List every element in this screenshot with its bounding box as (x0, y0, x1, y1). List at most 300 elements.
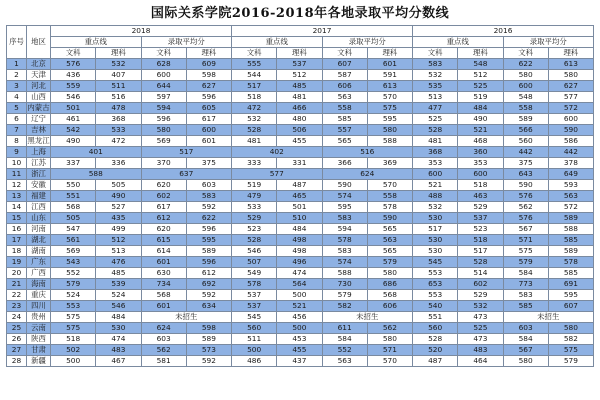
region-cell: 广西 (27, 268, 51, 279)
avg-science-cell: 375 (186, 158, 231, 169)
region-cell: 山西 (27, 92, 51, 103)
avg-arts-cell: 567 (503, 345, 548, 356)
key-line-arts-cell: 529 (232, 213, 277, 224)
avg-science-cell: 588 (367, 136, 412, 147)
seq-cell: 7 (7, 125, 27, 136)
avg-arts-cell: 584 (503, 334, 548, 345)
subject-header: 理科 (367, 48, 412, 59)
key-line-science-cell: 481 (277, 92, 322, 103)
subject-header: 理科 (96, 48, 141, 59)
key-line-science-cell: 484 (458, 103, 503, 114)
key-line-arts-cell: 549 (232, 268, 277, 279)
region-cell: 云南 (27, 323, 51, 334)
avg-science-cell: 572 (548, 103, 593, 114)
key-line-arts-cell: 501 (51, 103, 96, 114)
key-line-arts-cell: 532 (413, 202, 458, 213)
avg-science-cell: 622 (186, 213, 231, 224)
key-line-science-cell: 485 (277, 81, 322, 92)
avg-arts-cell: 594 (322, 224, 367, 235)
key-line-science-cell: 512 (277, 70, 322, 81)
region-cell: 山东 (27, 213, 51, 224)
key-line-science-cell: 336 (96, 158, 141, 169)
seq-cell: 6 (7, 114, 27, 125)
seq-cell: 24 (7, 312, 27, 323)
avg-science-cell: 575 (367, 103, 412, 114)
score-table (6, 25, 594, 367)
avg-arts-cell: 643 (503, 169, 548, 180)
seq-cell: 16 (7, 224, 27, 235)
avg-arts-cell: 589 (503, 114, 548, 125)
table-row (7, 345, 594, 356)
year-header: 2016 (413, 26, 594, 37)
group-header: 录取平均分 (141, 37, 232, 48)
page-title: 国际关系学院2016-2018年各地录取平均分数线 (150, 6, 450, 21)
merged-key-line-cell: 577 (232, 169, 323, 180)
key-line-arts-cell: 545 (413, 257, 458, 268)
group-header: 重点线 (51, 37, 142, 48)
table-row (7, 158, 594, 169)
key-line-arts-cell: 583 (413, 59, 458, 70)
avg-science-cell: 590 (548, 125, 593, 136)
avg-arts-cell: 582 (322, 301, 367, 312)
key-line-science-cell: 533 (96, 125, 141, 136)
key-line-science-cell: 516 (96, 92, 141, 103)
avg-arts-cell: 567 (503, 224, 548, 235)
avg-arts-cell: 614 (141, 246, 186, 257)
key-line-arts-cell: 477 (413, 103, 458, 114)
key-line-science-cell: 455 (277, 345, 322, 356)
avg-arts-cell: 563 (322, 356, 367, 367)
subject-header: 文科 (51, 48, 96, 59)
key-line-arts-cell: 520 (413, 345, 458, 356)
avg-science-cell: 580 (367, 268, 412, 279)
key-line-arts-cell: 488 (413, 191, 458, 202)
avg-arts-cell: 603 (503, 323, 548, 334)
avg-arts-cell: 617 (141, 202, 186, 213)
region-cell: 浙江 (27, 169, 51, 180)
seq-cell: 15 (7, 213, 27, 224)
key-line-arts-cell: 543 (51, 257, 96, 268)
avg-arts-cell: 563 (322, 92, 367, 103)
key-line-science-cell: 529 (458, 202, 503, 213)
key-line-science-cell: 517 (458, 246, 503, 257)
avg-arts-cell: 576 (503, 191, 548, 202)
avg-arts-cell: 606 (322, 81, 367, 92)
seq-cell: 11 (7, 169, 27, 180)
avg-science-cell: 590 (367, 213, 412, 224)
avg-science-cell: 592 (186, 202, 231, 213)
merged-key-line-cell: 588 (51, 169, 142, 180)
key-line-science-cell: 490 (458, 114, 503, 125)
subject-header: 文科 (503, 48, 548, 59)
avg-science-cell: 575 (548, 345, 593, 356)
seq-cell: 14 (7, 202, 27, 213)
avg-science-cell: 607 (548, 301, 593, 312)
avg-arts-cell: 600 (141, 70, 186, 81)
key-line-arts-cell: 528 (232, 125, 277, 136)
avg-arts-cell: 574 (322, 257, 367, 268)
key-line-science-cell: 525 (458, 323, 503, 334)
key-line-science-cell: 484 (277, 224, 322, 235)
table-row (7, 125, 594, 136)
key-line-science-cell: 473 (458, 334, 503, 345)
key-line-arts-cell: 505 (51, 213, 96, 224)
key-line-arts-cell: 546 (51, 92, 96, 103)
table-row (7, 224, 594, 235)
avg-arts-cell: 575 (503, 246, 548, 257)
key-line-science-cell: 463 (458, 191, 503, 202)
region-cell: 江苏 (27, 158, 51, 169)
avg-science-cell: 585 (548, 235, 593, 246)
avg-science-cell: 442 (548, 147, 593, 158)
avg-science-cell: 627 (186, 81, 231, 92)
avg-science-cell: 573 (186, 345, 231, 356)
key-line-science-cell: 483 (96, 345, 141, 356)
avg-arts-cell: 601 (141, 257, 186, 268)
avg-arts-cell: 370 (141, 158, 186, 169)
avg-science-cell: 609 (186, 59, 231, 70)
avg-science-cell: 378 (548, 158, 593, 169)
table-row (7, 92, 594, 103)
avg-arts-cell: 375 (503, 158, 548, 169)
merged-avg-score-cell: 516 (322, 147, 413, 158)
avg-arts-cell: 565 (322, 136, 367, 147)
avg-science-cell: 595 (186, 235, 231, 246)
seq-cell: 9 (7, 147, 27, 158)
avg-arts-cell: 595 (322, 202, 367, 213)
key-line-arts-cell: 559 (51, 81, 96, 92)
avg-arts-cell: 596 (141, 114, 186, 125)
seq-cell: 1 (7, 59, 27, 70)
key-line-arts-cell: 568 (51, 202, 96, 213)
key-line-arts-cell: 500 (232, 345, 277, 356)
key-line-arts-cell: 333 (232, 158, 277, 169)
key-line-science-cell: 518 (458, 235, 503, 246)
key-line-arts-cell: 337 (51, 158, 96, 169)
key-line-arts-cell: 353 (413, 158, 458, 169)
table-row (7, 169, 594, 180)
key-line-arts-cell: 518 (51, 334, 96, 345)
avg-arts-cell: 588 (322, 268, 367, 279)
region-cell: 黑龙江 (27, 136, 50, 145)
key-line-arts-cell: 560 (413, 323, 458, 334)
avg-arts-cell: 568 (141, 290, 186, 301)
key-line-arts-cell: 552 (51, 268, 96, 279)
region-cell: 河南 (27, 224, 51, 235)
key-line-science-cell: 500 (277, 323, 322, 334)
group-header: 重点线 (232, 37, 323, 48)
key-line-science-cell: 480 (277, 114, 322, 125)
avg-arts-cell: 583 (322, 213, 367, 224)
table-row (7, 202, 594, 213)
key-line-arts-cell: 523 (232, 224, 277, 235)
subject-header: 文科 (141, 48, 186, 59)
key-line-science-cell: 474 (96, 334, 141, 345)
table-row (7, 268, 594, 279)
table-row (7, 323, 594, 334)
key-line-science-cell: 478 (96, 103, 141, 114)
region-cell: 湖北 (27, 235, 51, 246)
avg-arts-cell: 581 (141, 356, 186, 367)
key-line-arts-cell: 553 (51, 301, 96, 312)
avg-arts-cell: 612 (141, 213, 186, 224)
avg-arts-cell: 603 (141, 334, 186, 345)
key-line-science-cell: 500 (277, 290, 322, 301)
key-line-arts-cell: 517 (413, 224, 458, 235)
key-line-science-cell: 435 (96, 213, 141, 224)
header-row-subjects (7, 48, 594, 59)
key-line-arts-cell: 575 (51, 312, 96, 323)
avg-science-cell: 580 (367, 334, 412, 345)
avg-science-cell: 589 (186, 246, 231, 257)
key-line-arts-cell: 600 (413, 169, 458, 180)
avg-science-cell: 692 (186, 279, 231, 290)
key-line-arts-cell: 551 (413, 312, 458, 323)
key-line-arts-cell: 569 (51, 246, 96, 257)
header-row-groups (7, 37, 594, 48)
avg-science-cell: 600 (548, 114, 593, 125)
key-line-science-cell: 484 (96, 312, 141, 323)
subject-header: 理科 (458, 48, 503, 59)
key-line-arts-cell: 479 (232, 191, 277, 202)
avg-arts-cell: 562 (503, 202, 548, 213)
avg-science-cell: 686 (367, 279, 412, 290)
avg-science-cell: 605 (186, 103, 231, 114)
avg-arts-cell: 571 (503, 235, 548, 246)
key-line-science-cell: 472 (96, 136, 141, 147)
avg-science-cell: 562 (367, 323, 412, 334)
key-line-arts-cell: 578 (232, 279, 277, 290)
key-line-arts-cell: 575 (51, 323, 96, 334)
avg-science-cell: 580 (367, 125, 412, 136)
avg-science-cell: 583 (186, 191, 231, 202)
group-header: 录取平均分 (503, 37, 594, 48)
avg-science-cell: 568 (367, 290, 412, 301)
key-line-science-cell: 360 (458, 147, 503, 158)
region-cell: 北京 (27, 59, 51, 70)
avg-arts-cell: 644 (141, 81, 186, 92)
key-line-arts-cell: 528 (232, 235, 277, 246)
key-line-science-cell: 519 (458, 92, 503, 103)
seq-cell: 3 (7, 81, 27, 92)
key-line-arts-cell: 542 (51, 125, 96, 136)
table-row (7, 136, 594, 147)
key-line-science-cell: 600 (458, 169, 503, 180)
avg-science-cell: 617 (186, 114, 231, 125)
avg-science-cell: 606 (367, 301, 412, 312)
seq-cell: 5 (7, 103, 27, 114)
key-line-arts-cell: 560 (232, 323, 277, 334)
seq-cell: 17 (7, 235, 27, 246)
key-line-science-cell: 498 (277, 246, 322, 257)
avg-science-cell: 589 (548, 246, 593, 257)
avg-arts-cell: 594 (141, 103, 186, 114)
seq-cell: 13 (7, 191, 27, 202)
key-line-arts-cell: 472 (232, 103, 277, 114)
avg-science-cell: 595 (367, 114, 412, 125)
subject-header: 文科 (232, 48, 277, 59)
key-line-science-cell: 473 (458, 312, 503, 323)
avg-arts-cell: 558 (503, 103, 548, 114)
avg-science-cell: 580 (548, 70, 593, 81)
avg-science-cell: 596 (186, 257, 231, 268)
key-line-arts-cell: 481 (232, 136, 277, 147)
avg-science-cell: 578 (548, 257, 593, 268)
key-line-science-cell: 496 (277, 257, 322, 268)
avg-arts-cell: 587 (322, 70, 367, 81)
key-line-science-cell: 437 (277, 356, 322, 367)
region-cell: 重庆 (27, 290, 51, 301)
key-line-science-cell: 498 (277, 235, 322, 246)
avg-arts-cell: 576 (503, 213, 548, 224)
key-line-science-cell: 546 (96, 301, 141, 312)
table-row (7, 257, 594, 268)
avg-arts-cell: 600 (503, 81, 548, 92)
key-line-arts-cell: 525 (413, 114, 458, 125)
table-row (7, 191, 594, 202)
avg-science-cell: 582 (548, 334, 593, 345)
region-cell: 贵州 (27, 312, 51, 323)
avg-arts-cell: 558 (322, 103, 367, 114)
key-line-science-cell: 464 (458, 356, 503, 367)
key-line-science-cell: 539 (96, 279, 141, 290)
avg-arts-cell: 583 (503, 290, 548, 301)
key-line-arts-cell: 518 (232, 92, 277, 103)
key-line-science-cell: 490 (96, 191, 141, 202)
key-line-science-cell: 468 (458, 136, 503, 147)
avg-arts-cell: 628 (141, 59, 186, 70)
key-line-arts-cell: 546 (232, 246, 277, 257)
seq-cell: 2 (7, 70, 27, 81)
avg-arts-cell: 579 (322, 290, 367, 301)
key-line-arts-cell: 530 (413, 213, 458, 224)
key-line-science-cell: 474 (277, 268, 322, 279)
avg-arts-cell: 580 (141, 125, 186, 136)
group-header: 录取平均分 (322, 37, 413, 48)
avg-science-cell: 603 (186, 180, 231, 191)
header-row-years (7, 26, 594, 37)
avg-science-cell: 570 (367, 180, 412, 191)
key-line-science-cell: 407 (96, 70, 141, 81)
table-row (7, 147, 594, 158)
avg-science-cell: 572 (548, 202, 593, 213)
region-cell: 河北 (27, 81, 51, 92)
key-line-arts-cell: 528 (413, 125, 458, 136)
avg-science-cell: 570 (367, 356, 412, 367)
key-line-arts-cell: 530 (413, 235, 458, 246)
key-line-science-cell: 537 (458, 213, 503, 224)
seq-cell: 21 (7, 279, 27, 290)
key-line-science-cell: 521 (277, 301, 322, 312)
key-line-science-cell: 532 (96, 59, 141, 70)
avg-arts-cell: 584 (503, 268, 548, 279)
subject-header: 文科 (322, 48, 367, 59)
seq-cell: 23 (7, 301, 27, 312)
avg-arts-cell: 584 (322, 334, 367, 345)
key-line-science-cell: 465 (277, 191, 322, 202)
key-line-science-cell: 331 (277, 158, 322, 169)
key-line-arts-cell: 487 (413, 356, 458, 367)
key-line-science-cell: 512 (96, 235, 141, 246)
avg-science-cell: 612 (186, 268, 231, 279)
avg-arts-cell: 578 (322, 235, 367, 246)
avg-science-cell: 563 (367, 235, 412, 246)
avg-science-cell: 593 (548, 180, 593, 191)
key-line-arts-cell: 535 (413, 81, 458, 92)
table-row (7, 290, 594, 301)
avg-science-cell: 579 (548, 356, 593, 367)
key-line-arts-cell: 528 (413, 334, 458, 345)
avg-science-cell: 598 (186, 70, 231, 81)
avg-science-cell: 571 (367, 345, 412, 356)
avg-arts-cell: 590 (503, 180, 548, 191)
not-enrolled-cell: 未招生 (322, 312, 413, 323)
seq-cell: 26 (7, 334, 27, 345)
key-line-science-cell: 499 (96, 224, 141, 235)
key-line-arts-cell: 537 (232, 301, 277, 312)
avg-arts-cell: 622 (503, 59, 548, 70)
merged-avg-score-cell: 637 (141, 169, 232, 180)
year-header: 2018 (51, 26, 232, 37)
region-cell: 江西 (27, 202, 51, 213)
avg-arts-cell: 442 (503, 147, 548, 158)
key-line-science-cell: 506 (277, 125, 322, 136)
avg-science-cell: 649 (548, 169, 593, 180)
key-line-science-cell: 518 (458, 180, 503, 191)
avg-arts-cell: 607 (322, 59, 367, 70)
seq-cell: 4 (7, 92, 27, 103)
avg-arts-cell: 620 (141, 224, 186, 235)
avg-arts-cell: 548 (503, 92, 548, 103)
key-line-arts-cell: 540 (413, 301, 458, 312)
avg-arts-cell: 579 (503, 257, 548, 268)
table-row (7, 70, 594, 81)
key-line-science-cell: 527 (96, 202, 141, 213)
not-enrolled-cell: 未招生 (503, 312, 594, 323)
avg-science-cell: 588 (548, 224, 593, 235)
key-line-arts-cell: 550 (51, 180, 96, 191)
avg-arts-cell: 569 (141, 136, 186, 147)
region-cell: 湖南 (27, 246, 51, 257)
table-row (7, 312, 594, 323)
key-line-science-cell: 485 (96, 268, 141, 279)
merged-avg-score-cell: 624 (322, 169, 413, 180)
avg-arts-cell: 557 (322, 125, 367, 136)
key-line-arts-cell: 524 (51, 290, 96, 301)
table-body (7, 59, 594, 367)
group-header: 重点线 (413, 37, 504, 48)
key-line-arts-cell: 533 (232, 202, 277, 213)
seq-cell: 8 (7, 136, 27, 147)
region-cell: 上海 (27, 147, 51, 158)
key-line-arts-cell: 513 (413, 92, 458, 103)
table-row (7, 279, 594, 290)
key-line-science-cell: 467 (96, 356, 141, 367)
key-line-arts-cell: 481 (413, 136, 458, 147)
avg-science-cell: 592 (186, 290, 231, 301)
seq-cell: 19 (7, 257, 27, 268)
merged-avg-score-cell: 517 (141, 147, 232, 158)
avg-science-cell: 601 (186, 136, 231, 147)
avg-science-cell: 579 (367, 257, 412, 268)
key-line-arts-cell: 436 (51, 70, 96, 81)
key-line-science-cell: 511 (96, 81, 141, 92)
avg-arts-cell: 601 (141, 301, 186, 312)
seq-cell: 27 (7, 345, 27, 356)
avg-science-cell: 586 (548, 136, 593, 147)
merged-key-line-cell: 402 (232, 147, 323, 158)
key-line-science-cell: 602 (458, 279, 503, 290)
